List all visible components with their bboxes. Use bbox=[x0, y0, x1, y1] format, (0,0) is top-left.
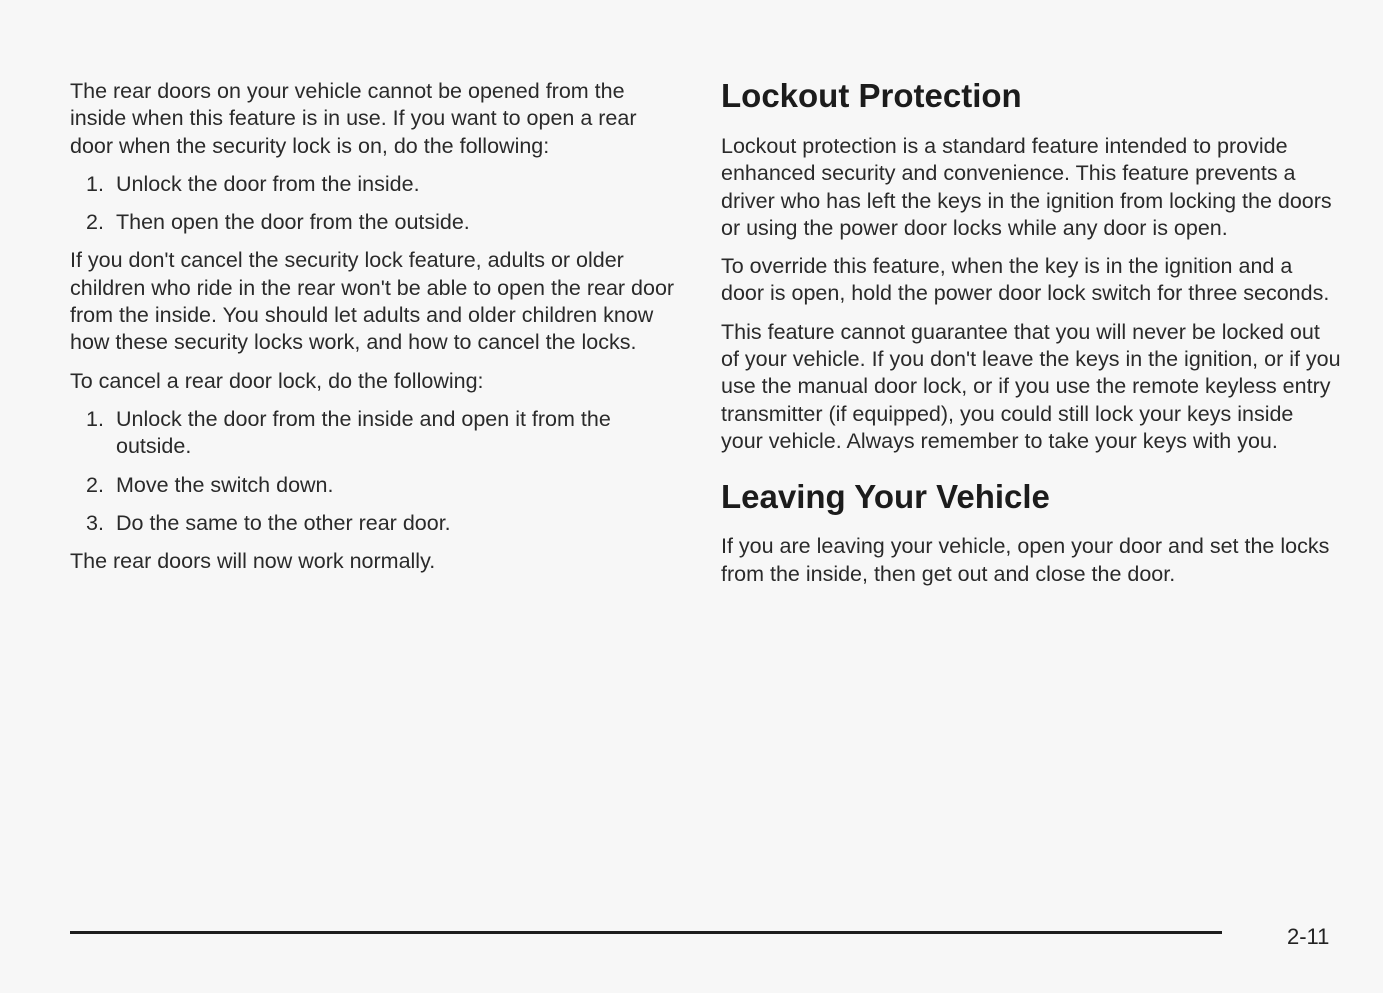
cancel-intro-paragraph: To cancel a rear door lock, do the following: bbox=[70, 368, 484, 393]
list-text: Do the same to the other rear door. bbox=[116, 510, 451, 535]
list-item bbox=[70, 171, 680, 198]
list-number: 1. bbox=[86, 406, 104, 431]
list-text: Move the switch down. bbox=[116, 472, 334, 497]
lockout-paragraph-3: This feature cannot guarantee that you will never be locked out of your vehicle. If you don't leave the keys in the ignition, or if you use the manual door lock, or if you use the remote keyless entry transmitter (if equipped), you could still lock your keys inside your vehicle. Always remember to take your keys with you. bbox=[721, 319, 1341, 453]
open-steps-list bbox=[70, 171, 680, 237]
list-text: Unlock the door from the inside and open it from the outside. bbox=[116, 406, 611, 459]
right-column bbox=[721, 72, 1341, 599]
list-number: 3. bbox=[86, 510, 104, 535]
list-item bbox=[70, 209, 680, 236]
lockout-heading: Lockout Protection bbox=[721, 77, 1022, 114]
list-text: Unlock the door from the inside. bbox=[116, 171, 420, 196]
list-text: Then open the door from the outside. bbox=[116, 210, 470, 235]
list-number: 1. bbox=[86, 171, 104, 196]
page-number: 2-11 bbox=[1287, 924, 1330, 949]
leaving-heading: Leaving Your Vehicle bbox=[721, 478, 1050, 516]
left-column bbox=[70, 78, 680, 586]
intro-paragraph: The rear doors on your vehicle cannot be opened from the inside when this feature is in use. If you want to open a rear door when the security lock is on, do the following: bbox=[70, 79, 637, 158]
warning-paragraph: If you don't cancel the security lock feature, adults or older children who ride in the rear won't be able to open the rear door from the inside. You should let adults and older children know how these security locks work, and how to cancel the locks. bbox=[70, 248, 675, 355]
list-item bbox=[70, 472, 680, 499]
list-number: 2. bbox=[86, 210, 104, 235]
cancel-steps-list bbox=[70, 406, 680, 537]
lockout-paragraph-1: Lockout protection is a standard feature intended to provide enhanced security and convenience. This feature prevents a driver who has left the keys in the ignition from locking the doors or using the power door locks while any door is open. bbox=[721, 134, 1332, 240]
list-item bbox=[70, 510, 680, 537]
leaving-paragraph: If you are leaving your vehicle, open your door and set the locks from the inside, then get out and close the door. bbox=[721, 534, 1330, 586]
closing-paragraph: The rear doors will now work normally. bbox=[70, 549, 436, 574]
list-number: 2. bbox=[86, 472, 104, 497]
lockout-paragraph-2: To override this feature, when the key is in the ignition and a door is open, hold the power door lock switch for three seconds. bbox=[721, 254, 1330, 306]
footer-rule bbox=[70, 931, 1222, 934]
list-item bbox=[70, 406, 680, 461]
